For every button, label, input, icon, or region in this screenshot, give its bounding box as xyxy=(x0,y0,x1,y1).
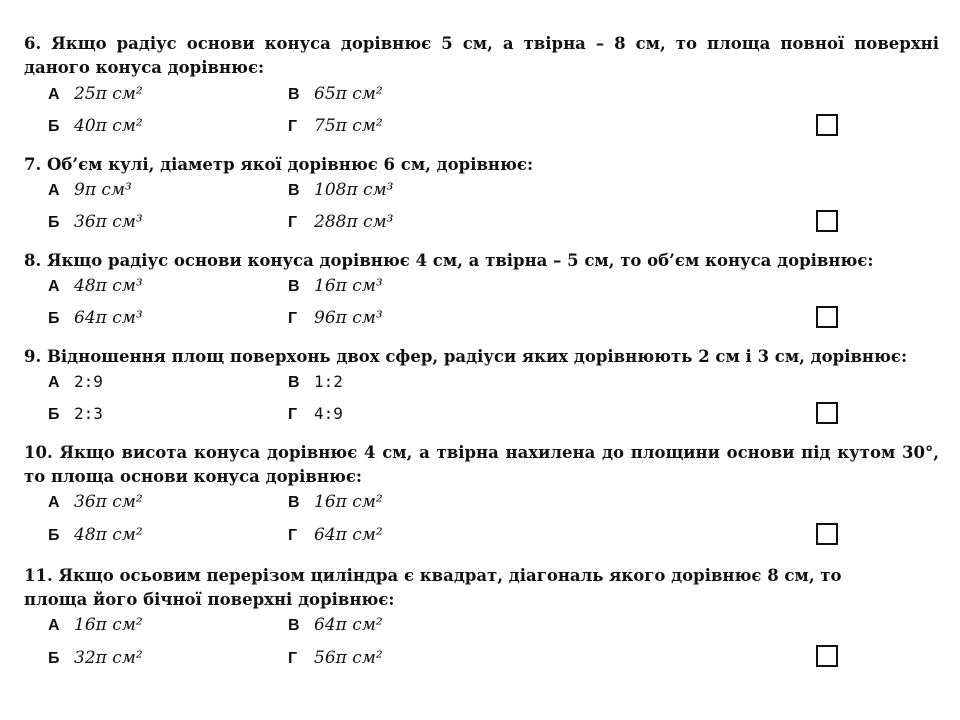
option-v xyxy=(288,180,393,200)
option-a xyxy=(48,276,143,296)
option-value: 1:2 xyxy=(314,372,343,391)
option-letter: Б xyxy=(48,406,60,423)
option-v xyxy=(288,84,383,104)
option-a xyxy=(48,180,132,200)
option-value: 4:9 xyxy=(314,404,343,423)
option-letter: В xyxy=(288,86,300,103)
option-a xyxy=(48,372,103,392)
option-letter: В xyxy=(288,182,300,199)
option-value: 65π см² xyxy=(314,84,383,104)
option-value: 75π см² xyxy=(314,116,383,136)
option-g xyxy=(288,212,393,232)
option-value: 2:9 xyxy=(74,372,103,391)
answer-box[interactable] xyxy=(816,306,838,328)
option-letter: А xyxy=(48,278,60,295)
option-value: 48π см² xyxy=(74,525,143,545)
option-letter: Г xyxy=(288,406,298,423)
option-value: 64π см² xyxy=(314,615,383,635)
option-b xyxy=(48,116,143,136)
option-g xyxy=(288,525,383,545)
option-a xyxy=(48,84,143,104)
option-letter: Г xyxy=(288,527,298,544)
option-letter: А xyxy=(48,86,60,103)
option-value: 16π см² xyxy=(74,615,143,635)
question-text: 9. Відношення площ поверхонь двох сфер, радіуси яких дорівнюють 2 см і 3 см, дорівнює: xyxy=(24,347,908,366)
option-letter: Б xyxy=(48,118,60,135)
option-letter: Б xyxy=(48,310,60,327)
answer-box[interactable] xyxy=(816,210,838,232)
option-value: 108π см³ xyxy=(314,180,394,200)
option-value: 288π см³ xyxy=(314,212,394,232)
option-letter: А xyxy=(48,374,60,391)
answer-box[interactable] xyxy=(816,114,838,136)
option-value: 48π см³ xyxy=(74,276,143,296)
option-v xyxy=(288,276,383,296)
option-b xyxy=(48,648,143,668)
option-letter: В xyxy=(288,617,300,634)
option-letter: А xyxy=(48,182,60,199)
option-value: 16π см² xyxy=(314,492,383,512)
option-g xyxy=(288,648,383,668)
answer-box[interactable] xyxy=(816,645,838,667)
option-letter: Г xyxy=(288,214,298,231)
question-text: 7. Об’єм кулі, діаметр якої дорівнює 6 см, дорівнює: xyxy=(24,155,534,174)
option-letter: В xyxy=(288,494,300,511)
option-letter: В xyxy=(288,374,300,391)
option-b xyxy=(48,525,143,545)
question-text: 10. Якщо висота конуса дорівнює 4 см, а твірна нахилена до площини основи під кутом 30°, то площа основи конуса дорівнює: xyxy=(24,443,939,486)
option-a xyxy=(48,615,143,635)
option-value: 64π см² xyxy=(314,525,383,545)
option-a xyxy=(48,492,143,512)
option-letter: Б xyxy=(48,650,60,667)
option-g xyxy=(288,116,383,136)
option-value: 16π см³ xyxy=(314,276,383,296)
answer-box[interactable] xyxy=(816,402,838,424)
option-letter: Б xyxy=(48,527,60,544)
option-letter: А xyxy=(48,494,60,511)
option-g xyxy=(288,308,383,328)
option-value: 64π см³ xyxy=(74,308,143,328)
option-value: 56π см² xyxy=(314,648,383,668)
option-b xyxy=(48,308,143,328)
option-value: 32π см² xyxy=(74,648,143,668)
question-text: 8. Якщо радіус основи конуса дорівнює 4 см, а твірна – 5 см, то об’єм конуса дорівнює: xyxy=(24,251,874,270)
option-v xyxy=(288,615,383,635)
question-text: 6. Якщо радіус основи конуса дорівнює 5 см, а твірна – 8 см, то площа повної поверхні даного конуса дорівнює: xyxy=(24,34,939,77)
option-letter: Г xyxy=(288,118,298,135)
option-b xyxy=(48,404,103,424)
question-text: 11. Якщо осьовим перерізом циліндра є квадрат, діагональ якого дорівнює 8 см, то площа його бічної поверхні дорівнює: xyxy=(24,566,842,609)
option-letter: Г xyxy=(288,310,298,327)
option-value: 96π см³ xyxy=(314,308,383,328)
option-v xyxy=(288,372,343,392)
option-g xyxy=(288,404,343,424)
option-letter: Б xyxy=(48,214,60,231)
option-value: 9π см³ xyxy=(74,180,132,200)
option-value: 36π см² xyxy=(74,492,143,512)
option-b xyxy=(48,212,143,232)
answer-box[interactable] xyxy=(816,523,838,545)
option-value: 40π см² xyxy=(74,116,143,136)
option-v xyxy=(288,492,383,512)
option-value: 2:3 xyxy=(74,404,103,423)
option-value: 36π см³ xyxy=(74,212,143,232)
option-letter: А xyxy=(48,617,60,634)
option-value: 25π см² xyxy=(74,84,143,104)
option-letter: В xyxy=(288,278,300,295)
option-letter: Г xyxy=(288,650,298,667)
